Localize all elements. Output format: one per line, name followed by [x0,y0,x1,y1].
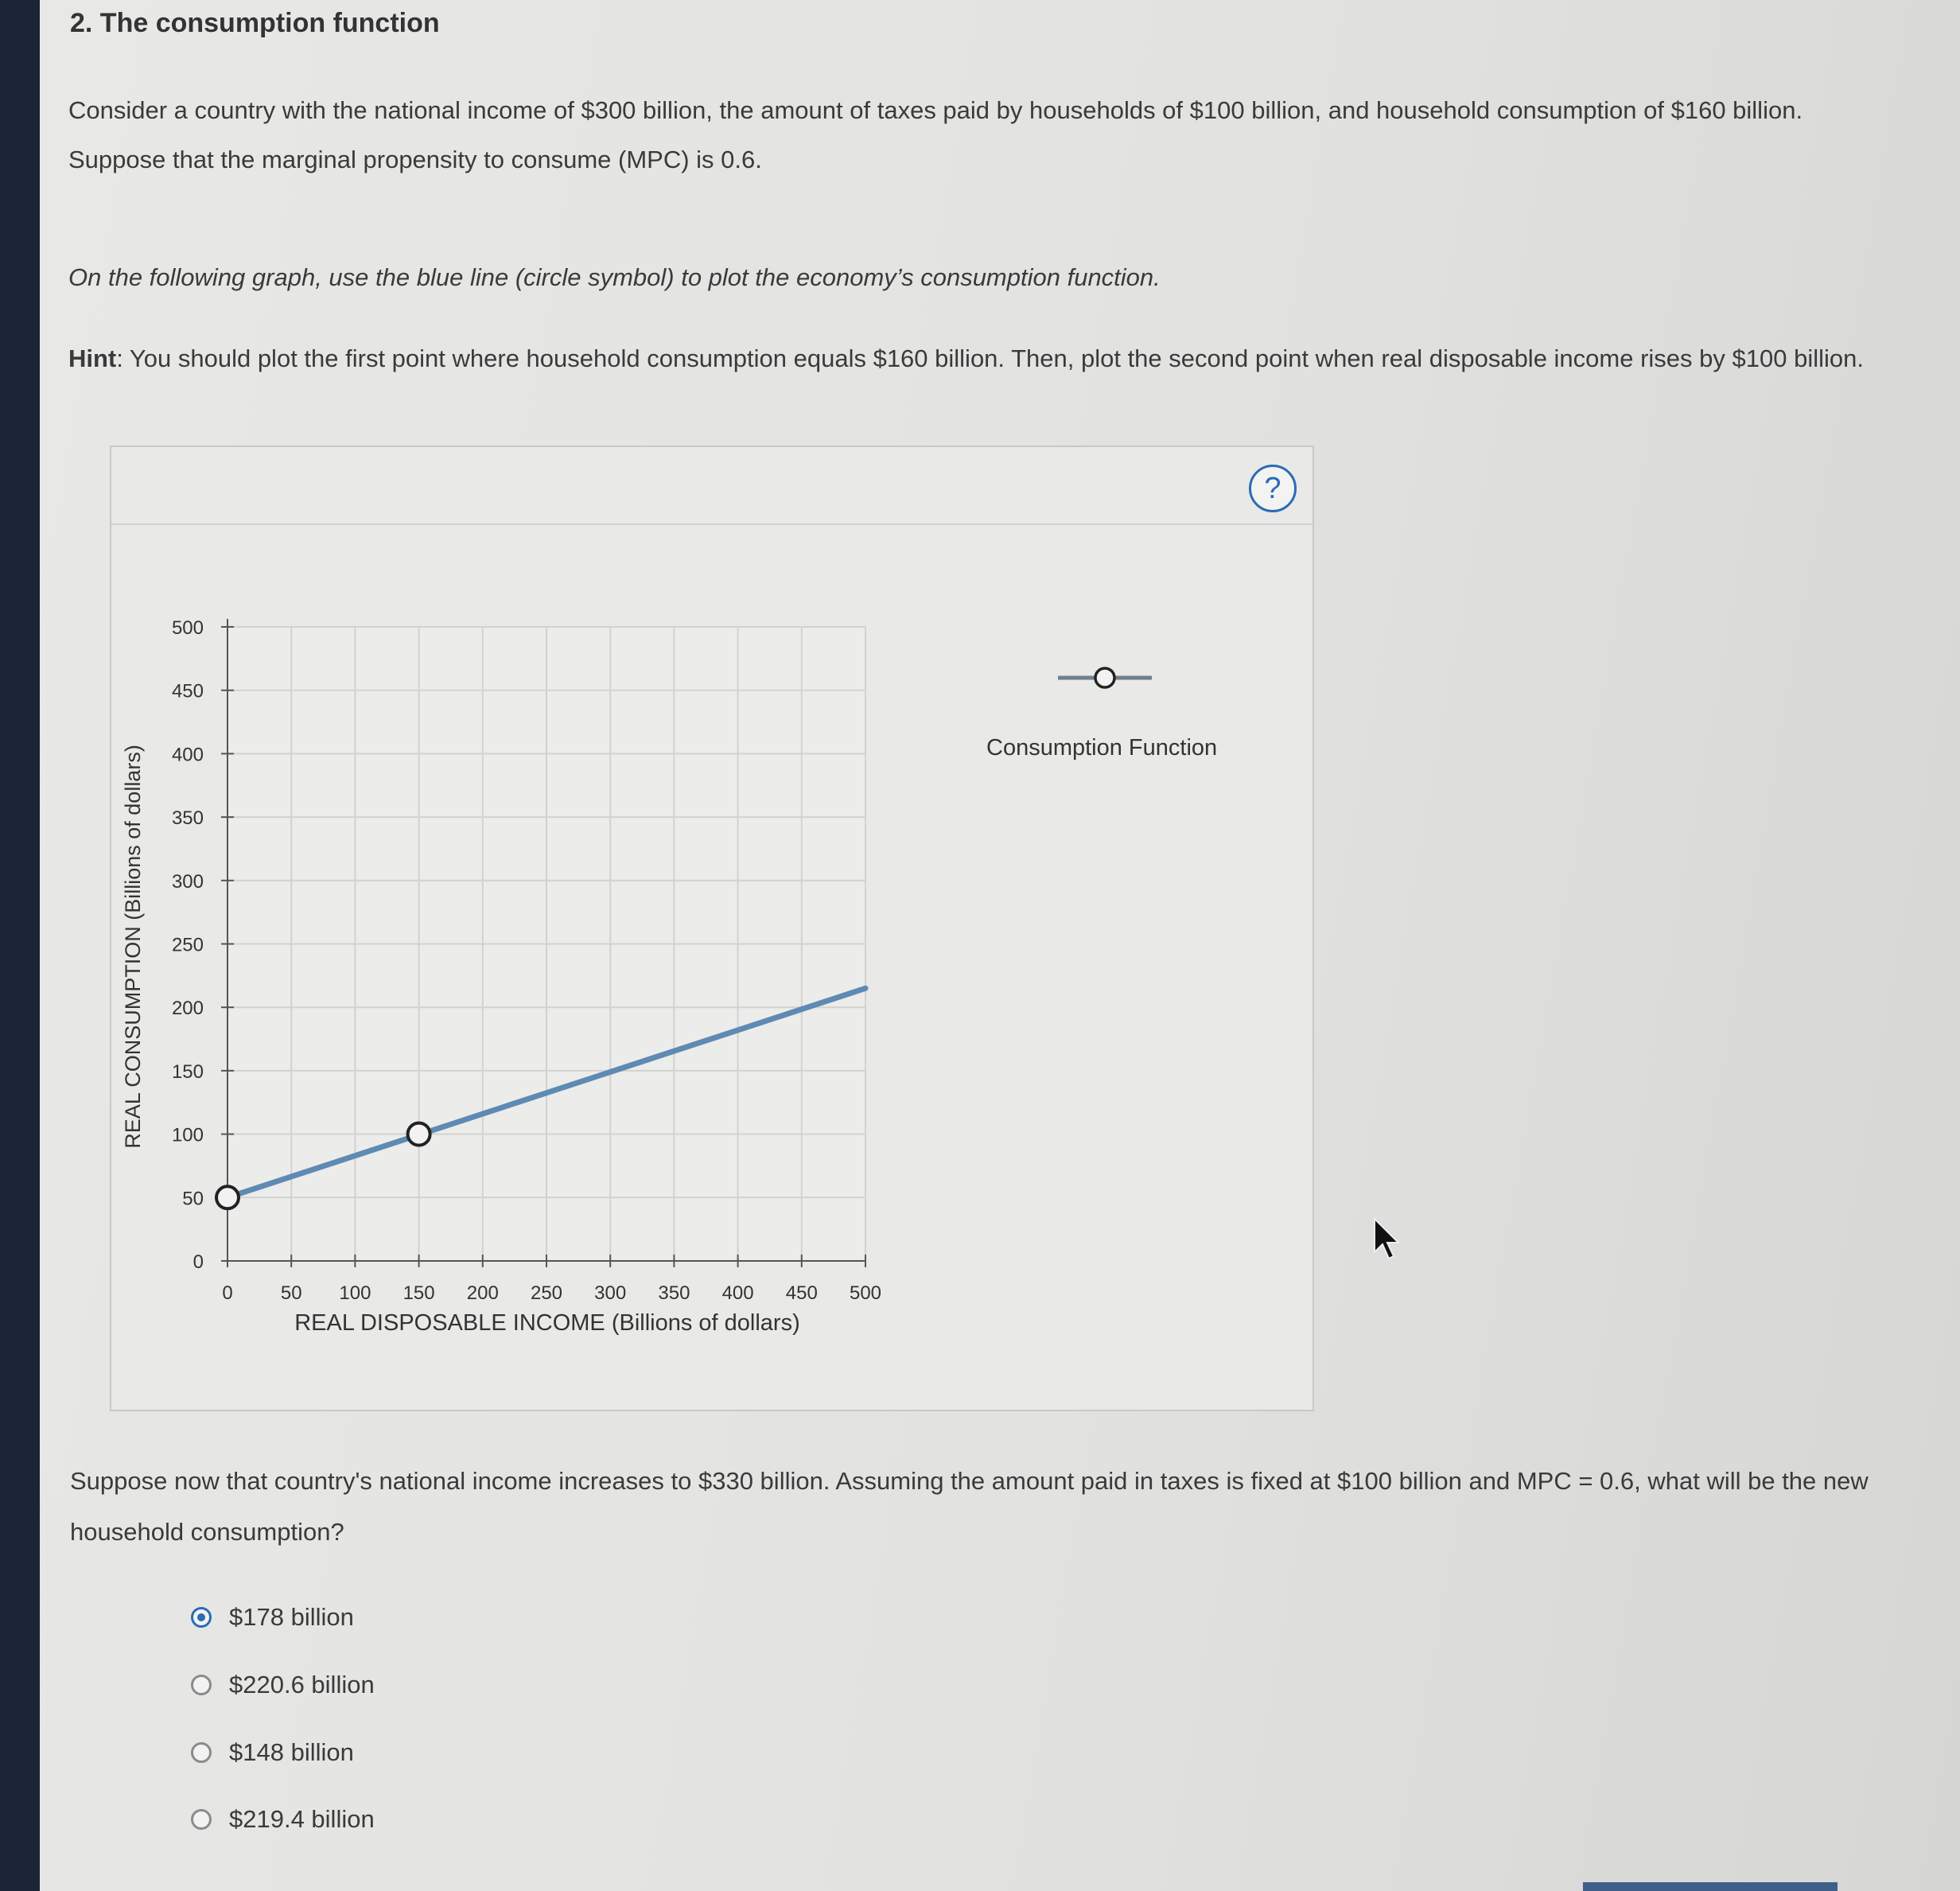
question-title: 2. The consumption function [70,8,440,38]
y-tick-label: 100 [171,1124,204,1146]
answer-option[interactable] [191,1738,354,1767]
question-intro: Consider a country with the national income of $300 billion, the amount of taxes paid by households of $100 billion, and household consumption of $160 billion. Suppose that the marginal propensity to consume (MPC) is 0.6. [68,96,1803,173]
x-tick-label: 500 [849,1282,882,1304]
answer-option[interactable] [191,1671,375,1699]
radio-unselected-icon[interactable] [191,1809,212,1830]
graph-instruction: On the following graph, use the blue line (circle symbol) to plot the economy’s consumption function. [68,263,1161,291]
radio-unselected-icon[interactable] [191,1742,212,1763]
x-axis-label: REAL DISPOSABLE INCOME (Billions of dollars) [294,1310,800,1336]
y-tick-label: 300 [171,870,204,893]
y-tick-label: 0 [192,1251,204,1273]
radio-selected-icon[interactable] [191,1607,212,1628]
help-icon[interactable]: ? [1249,465,1297,512]
hint-text: : You should plot the first point where household consumption equals $160 billion. Then, plot the second point when real disposable income rises by $100 billion. [116,344,1864,372]
x-tick-label: 150 [402,1282,435,1304]
x-tick-label: 300 [594,1282,627,1304]
answer-option-label: $148 billion [229,1738,354,1766]
chart-legend[interactable] [1058,668,1152,687]
y-tick-label: 400 [171,744,204,766]
consumption-point-marker[interactable] [216,1186,239,1208]
x-tick-label: 400 [721,1282,754,1304]
left-dark-edge [0,0,40,1891]
answer-option[interactable] [191,1805,375,1834]
answer-option[interactable] [191,1603,354,1632]
legend-label: Consumption Function [986,735,1218,761]
mouse-cursor-icon [1371,1217,1403,1269]
radio-unselected-icon[interactable] [191,1675,212,1695]
y-tick-label: 200 [171,998,204,1020]
hint-paragraph [68,334,1898,383]
x-tick-label: 350 [658,1282,690,1304]
consumption-point-marker[interactable] [408,1123,430,1146]
x-tick-label: 50 [280,1282,302,1304]
x-tick-label: 200 [466,1282,499,1304]
answer-option-label: $219.4 billion [229,1805,375,1833]
answer-option-label: $220.6 billion [229,1671,375,1698]
question-2-text: Suppose now that country's national income increases to $330 billion. Assuming the amount paid in taxes is fixed at $100 billion and MPC = 0.6, what will be the new household consumption? [70,1467,1869,1546]
bottom-button-edge[interactable] [1583,1882,1838,1891]
y-tick-label: 50 [182,1188,204,1210]
x-tick-label: 0 [222,1282,233,1304]
hint-label: Hint [68,344,117,372]
y-tick-label: 150 [171,1060,204,1083]
x-tick-label: 100 [339,1282,371,1304]
consumption-chart[interactable] [110,446,1311,1408]
x-tick-label: 250 [530,1282,563,1304]
x-tick-label: 450 [785,1282,818,1304]
answer-option-label: $178 billion [229,1603,354,1631]
y-tick-label: 500 [171,617,204,639]
y-axis-label: REAL CONSUMPTION (Billions of dollars) [121,745,145,1149]
y-tick-label: 450 [171,680,204,702]
y-tick-label: 350 [171,807,204,830]
y-tick-label: 250 [171,934,204,956]
legend-circle-icon[interactable] [1095,668,1114,687]
